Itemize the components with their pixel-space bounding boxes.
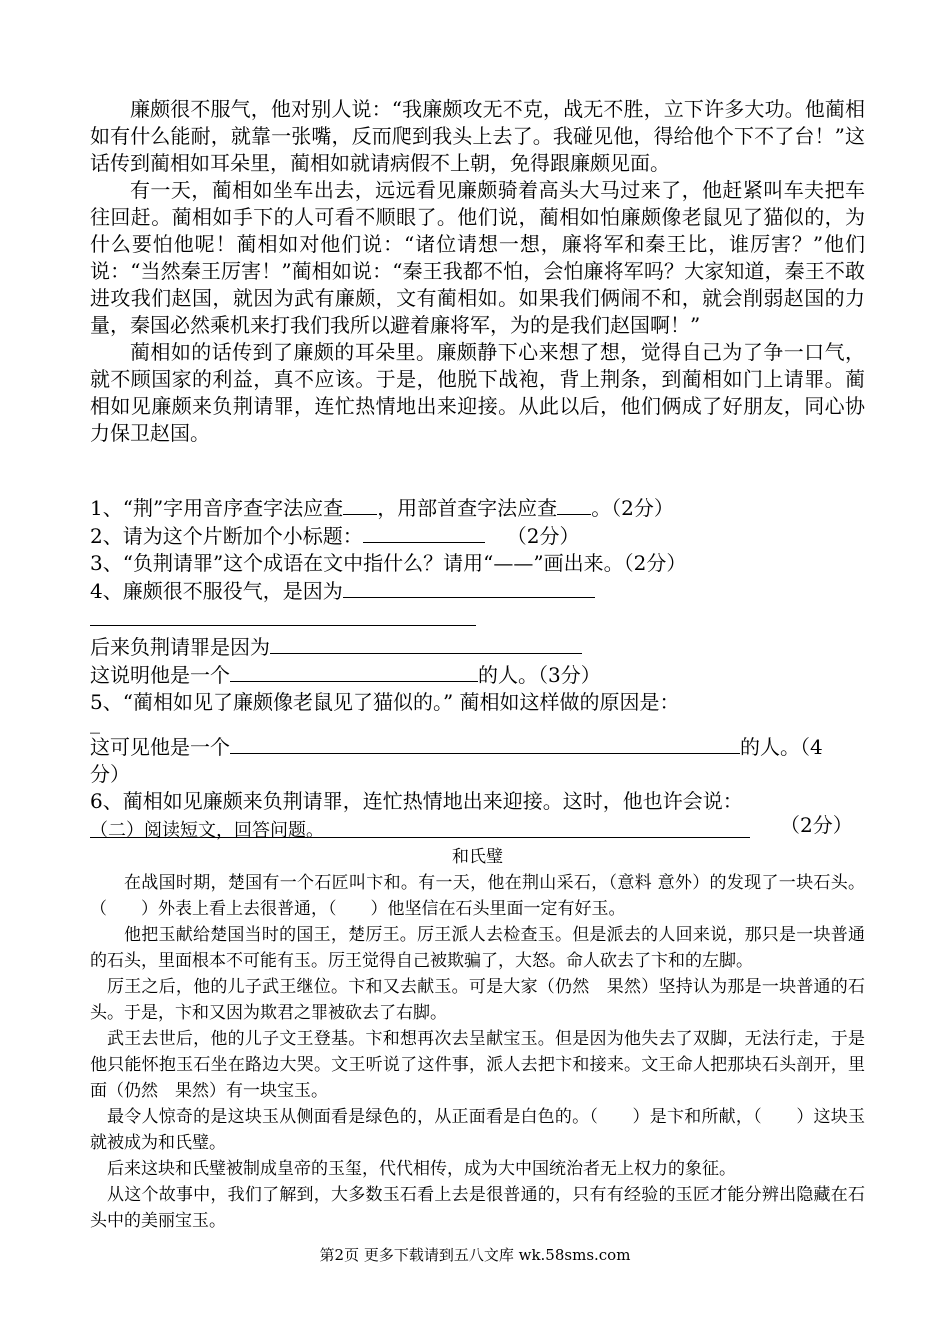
question-1: 1、“荆”字用音序查字法应查 ，用部首查字法应查 。（2分） xyxy=(90,496,674,520)
passage-paragraph-3: 蔺相如的话传到了廉颇的耳朵里。廉颇静下心来想了想，觉得自己为了争一口气，就不顾国家的利益，真不应该。于是，他脱下战袍，背上荆条，到蔺相如门上请罪。蔺相如见廉颇来负荆请罪，连忙热情地出来迎接。从此以后，他们俩成了好朋友，同心协力保卫赵国。 xyxy=(90,340,865,445)
article-paragraph-5: 最令人惊奇的是这块玉从侧面看是绿色的，从正面看是白色的。（ ）是卞和所献，（ ）这块玉就被成为和氏璧。 xyxy=(90,1107,865,1153)
question-6: 6、蔺相如见廉颇来负荆请罪，连忙热情地出来迎接。这时，他也许会说： xyxy=(90,789,743,813)
answer-blank[interactable] xyxy=(270,633,582,654)
article-paragraph-2: 他把玉献给楚国当时的国王，楚厉王。厉王派人去检查玉。但是派去的人回来说，那只是一块普通的石头，里面根本不可能有玉。厉王觉得自己被欺骗了，大怒。命人砍去了卞和的左脚。 xyxy=(90,925,865,971)
article-title: 和氏璧 xyxy=(452,847,503,867)
answer-blank[interactable] xyxy=(363,522,485,543)
article-paragraph-4: 武王去世后，他的儿子文王登基。卞和想再次去呈献宝玉。但是因为他失去了双脚，无法行走，于是他只能怀抱玉石坐在路边大哭。文王听说了这件事，派人去把卞和接来。文王命人把那块石头剖开，里面（仍然 果然）有一块宝玉。 xyxy=(90,1029,865,1101)
passage-paragraph-2: 有一天，蔺相如坐车出去，远远看见廉颇骑着高头大马过来了，他赶紧叫车夫把车往回赶。蔺相如手下的人可看不顺眼了。他们说，蔺相如怕廉颇像老鼠见了猫似的，为什么要怕他呢！蔺相如对他们说：“诸位请想一想，廉将军和秦王比，谁厉害？”他们说：“当然秦王厉害！”蔺相如说：“秦王我都不怕，会怕廉将军吗？大家知道，秦王不敢进攻我们赵国，就因为武有廉颇，文有蔺相如。如果我们俩闹不和，就会削弱赵国的力量，秦国必然乘机来打我们我所以避着廉将军，为的是我们赵国啊！” xyxy=(90,178,865,337)
article-paragraph-7: 从这个故事中，我们了解到，大多数玉石看上去是很普通的，只有有经验的玉匠才能分辨出隐藏在石头中的美丽宝玉。 xyxy=(90,1185,865,1231)
answer-blank[interactable] xyxy=(230,661,478,682)
answer-blank[interactable] xyxy=(230,733,740,754)
passage-lianpo xyxy=(90,96,865,447)
article-paragraph-3: 厉王之后，他的儿子武王继位。卞和又去献玉。可是大家（仍然 果然）坚持认为那是一块普通的石头。于是，卞和又因为欺君之罪被砍去了右脚。 xyxy=(90,977,865,1023)
page-footer: 第2页 更多下载请到五八文库 wk.58sms.com xyxy=(319,1246,631,1264)
question-5-mark: _ xyxy=(90,710,100,734)
question-4: 4、廉颇很不服役气，是因为 xyxy=(90,577,865,605)
question-5-part-3: 分） xyxy=(90,762,130,786)
question-5: 5、“蔺相如见了廉颇像老鼠见了猫似的。” 蔺相如这样做的原因是： xyxy=(90,690,680,714)
answer-blank[interactable] xyxy=(343,494,377,515)
answer-blank[interactable] xyxy=(557,494,591,515)
question-4-part-3: 这说明他是一个 的人。（3分） xyxy=(90,663,601,687)
question-2: 2、请为这个片断加个小标题： （2分） xyxy=(90,524,580,548)
article-paragraph-6: 后来这块和氏璧被制成皇帝的玉玺，代代相传，成为大中国统治者无上权力的象征。 xyxy=(107,1159,736,1179)
section-two xyxy=(90,818,865,1234)
article-paragraph-1: 在战国时期，楚国有一个石匠叫卞和。有一天，他在荆山采石，（意料 意外）的发现了一块石头。（ ）外表上看上去很普通，（ ）他坚信在石头里面一定有好玉。 xyxy=(90,873,865,919)
question-3: 3、“负荆请罪”这个成语在文中指什么？请用“——”画出来。（2分） xyxy=(90,551,687,575)
answer-blank[interactable] xyxy=(343,577,595,598)
passage-paragraph-1: 廉颇很不服气，他对别人说：“我廉颇攻无不克，战无不胜，立下许多大功。他蔺相如有什么能耐，就靠一张嘴，反而爬到我头上去了。我碰见他，得给他个下不了台！”这话传到蔺相如耳朵里，蔺相如就请病假不上朝，免得跟廉颇见面。 xyxy=(90,97,865,175)
question-5-part-2: 这可见他是一个 的人。（4 xyxy=(90,735,823,759)
question-list xyxy=(90,494,865,839)
section-heading: （二）阅读短文，回答问题。 xyxy=(90,820,324,841)
question-6-score: （2分） xyxy=(780,813,853,837)
question-4-part-2: 后来负荆请罪是因为 xyxy=(90,633,865,661)
